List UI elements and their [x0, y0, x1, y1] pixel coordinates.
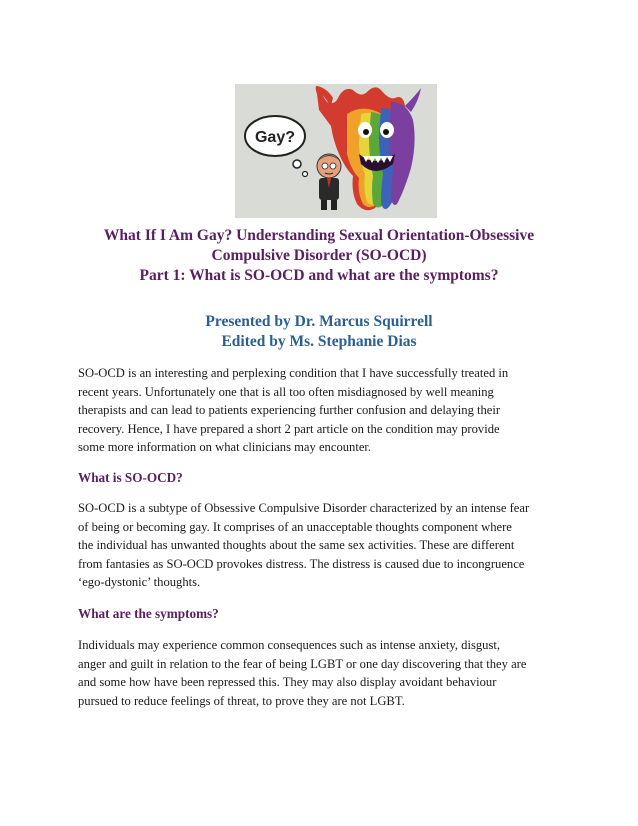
man-eye-right	[330, 163, 336, 169]
man-eye-left	[322, 163, 328, 169]
monster-pupil-right	[383, 129, 389, 135]
thought-dot-small	[303, 172, 308, 177]
section1-line: from fantasies as SO-OCD provokes distress. The distress is caused due to incongruence	[78, 556, 525, 571]
intro-line: therapists and can lead to patients experiencing further confusion and delaying their	[78, 403, 501, 417]
cartoon-illustration	[235, 84, 437, 218]
credits	[60, 312, 578, 352]
edited-by: Edited by Ms. Stephanie Dias	[221, 333, 417, 350]
speech-bubble-text: Gay?	[254, 129, 296, 146]
section1-paragraph	[78, 499, 568, 592]
monster-pupil-left	[363, 129, 369, 135]
section-heading-what-is: What is SO-OCD?	[78, 470, 183, 485]
presented-by: Presented by Dr. Marcus Squirrell	[205, 313, 433, 330]
monster-right-arm	[405, 88, 421, 112]
title-line-2: Compulsive Disorder (SO-OCD)	[211, 247, 427, 264]
title-line-1: What If I Am Gay? Understanding Sexual Orientation-Obsessive	[103, 227, 535, 244]
section1-line: SO-OCD is a subtype of Obsessive Compulsive Disorder characterized by an intense fear	[78, 501, 530, 515]
intro-line: recovery. Hence, I have prepared a short 2 part article on the condition may provide	[78, 421, 500, 436]
section1-line: of being or becoming gay. It comprises of an unacceptable thoughts component where	[78, 519, 512, 534]
intro-paragraph	[78, 364, 568, 457]
section2-line: Individuals may experience common consequences such as intense anxiety, disgust,	[78, 638, 501, 652]
section1-line: ‘ego-dystonic’ thoughts.	[78, 575, 201, 589]
document-title	[60, 226, 578, 286]
header-illustration	[235, 84, 437, 218]
man-leg-left	[321, 200, 327, 210]
section2-line: and some how have been repressed this. They may also display avoidant behaviour	[78, 675, 497, 689]
section2-paragraph	[78, 636, 568, 710]
intro-line: recent years. Unfortunately one that is all too often misdiagnosed by well meaning	[78, 384, 494, 399]
thought-dot-large	[293, 160, 301, 168]
intro-line: some more information on what clinicians may encounter.	[78, 440, 372, 454]
section1-line: the individual has unwanted thoughts about the same sex activities. These are different	[78, 538, 515, 552]
section-heading-symptoms: What are the symptoms?	[78, 606, 219, 621]
man-leg-right	[331, 200, 337, 210]
intro-line: SO-OCD is an interesting and perplexing condition that I have successfully treated in	[78, 366, 509, 380]
title-line-3: Part 1: What is SO-OCD and what are the symptoms?	[139, 267, 499, 284]
section2-line: anger and guilt in relation to the fear of being LGBT or one day discovering that they are	[78, 656, 527, 671]
section2-line: pursued to reduce feelings of threat, to prove they are not LGBT.	[78, 693, 405, 708]
monster-purple	[389, 102, 415, 205]
